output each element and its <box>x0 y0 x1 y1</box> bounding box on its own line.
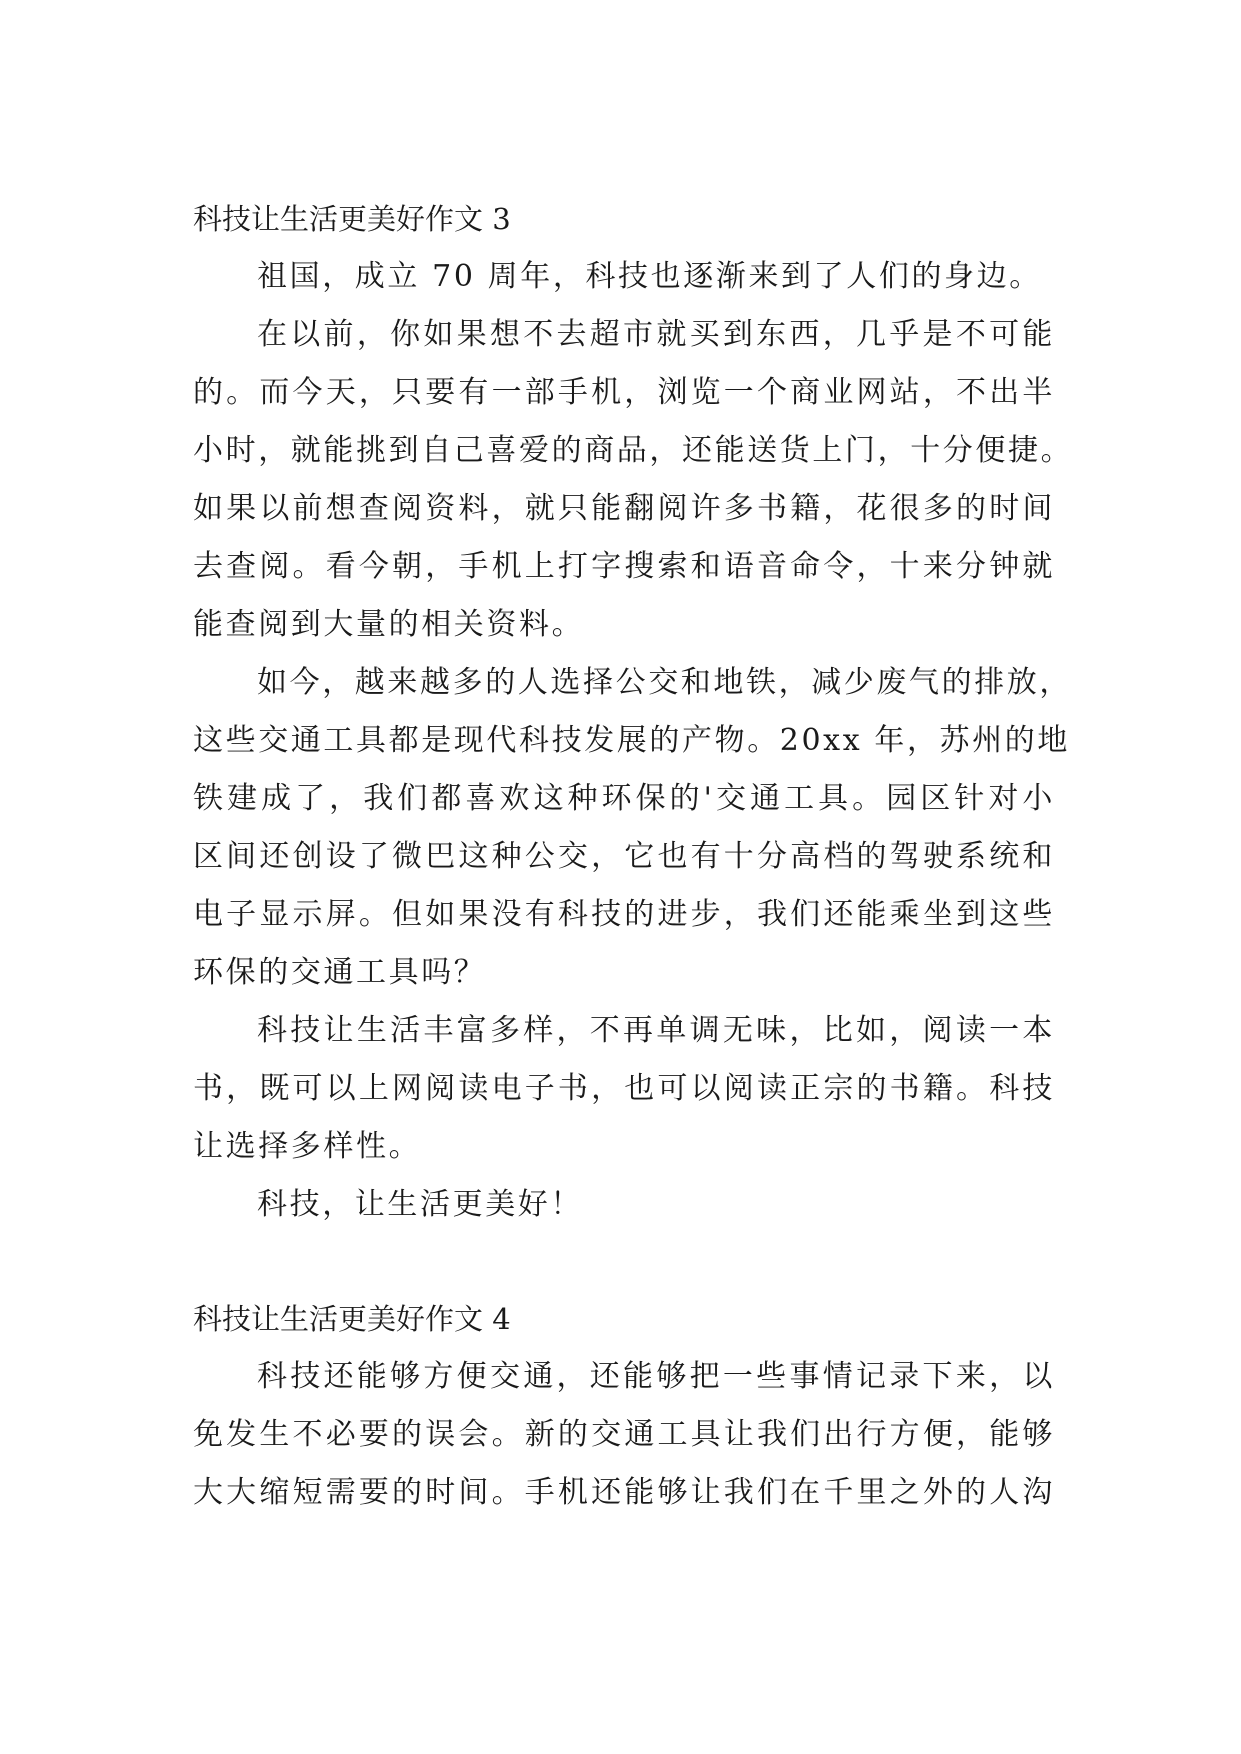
section-3-paragraph-1 <box>193 248 1055 306</box>
paragraph-line: 能查阅到大量的相关资料。 <box>193 607 585 642</box>
paragraph-line: 科技让生活丰富多样，不再单调无味，比如，阅读一本 <box>257 1013 1055 1048</box>
paragraph-line: 在以前，你如果想不去超市就买到东西，几乎是不可能 <box>257 317 1055 352</box>
section-3-paragraph-3 <box>193 654 1072 1002</box>
section-4-title: 科技让生活更美好作文 4 <box>193 1302 511 1336</box>
section-3-paragraph-5 <box>193 1176 1055 1234</box>
section-3-paragraph-4 <box>193 1002 1055 1176</box>
paragraph-line: 去查阅。看今朝，手机上打字搜索和语音命令，十来分钟就 <box>193 549 1055 584</box>
paragraph-line: 这些交通工具都是现代科技发展的产物。20xx 年，苏州的地 <box>193 723 1070 758</box>
paragraph-line: 区间还创设了微巴这种公交，它也有十分高档的驾驶系统和 <box>193 839 1055 874</box>
paragraph-line: 如果以前想查阅资料，就只能翻阅许多书籍，花很多的时间 <box>193 491 1055 526</box>
paragraph-line: 大大缩短需要的时间。手机还能够让我们在千里之外的人沟 <box>193 1475 1055 1510</box>
paragraph-line: 电子显示屏。但如果没有科技的进步，我们还能乘坐到这些 <box>193 897 1055 932</box>
paragraph-line: 让选择多样性。 <box>193 1129 422 1164</box>
paragraph-line: 书，既可以上网阅读电子书，也可以阅读正宗的书籍。科技 <box>193 1071 1055 1106</box>
document-page <box>193 190 1074 1522</box>
section-3-paragraph-2 <box>193 306 1074 654</box>
paragraph-line: 的。而今天，只要有一部手机，浏览一个商业网站，不出半 <box>193 375 1055 410</box>
paragraph-line: 祖国，成立 70 周年，科技也逐渐来到了人们的身边。 <box>257 259 1042 294</box>
section-4-paragraph-1 <box>193 1348 1055 1522</box>
paragraph-line: 如今，越来越多的人选择公交和地铁，减少废气的排放， <box>257 665 1072 700</box>
section-spacer <box>193 1234 1055 1290</box>
paragraph-line: 小时，就能挑到自己喜爱的商品，还能送货上门，十分便捷。 <box>193 433 1074 468</box>
paragraph-line: 铁建成了，我们都喜欢这种环保的'交通工具。园区针对小 <box>193 781 1055 816</box>
paragraph-line: 科技，让生活更美好！ <box>257 1187 583 1222</box>
paragraph-line: 环保的交通工具吗？ <box>193 955 487 990</box>
paragraph-line: 科技还能够方便交通，还能够把一些事情记录下来，以 <box>257 1359 1055 1394</box>
section-3-title: 科技让生活更美好作文 3 <box>193 202 511 236</box>
paragraph-line: 免发生不必要的误会。新的交通工具让我们出行方便，能够 <box>193 1417 1055 1452</box>
